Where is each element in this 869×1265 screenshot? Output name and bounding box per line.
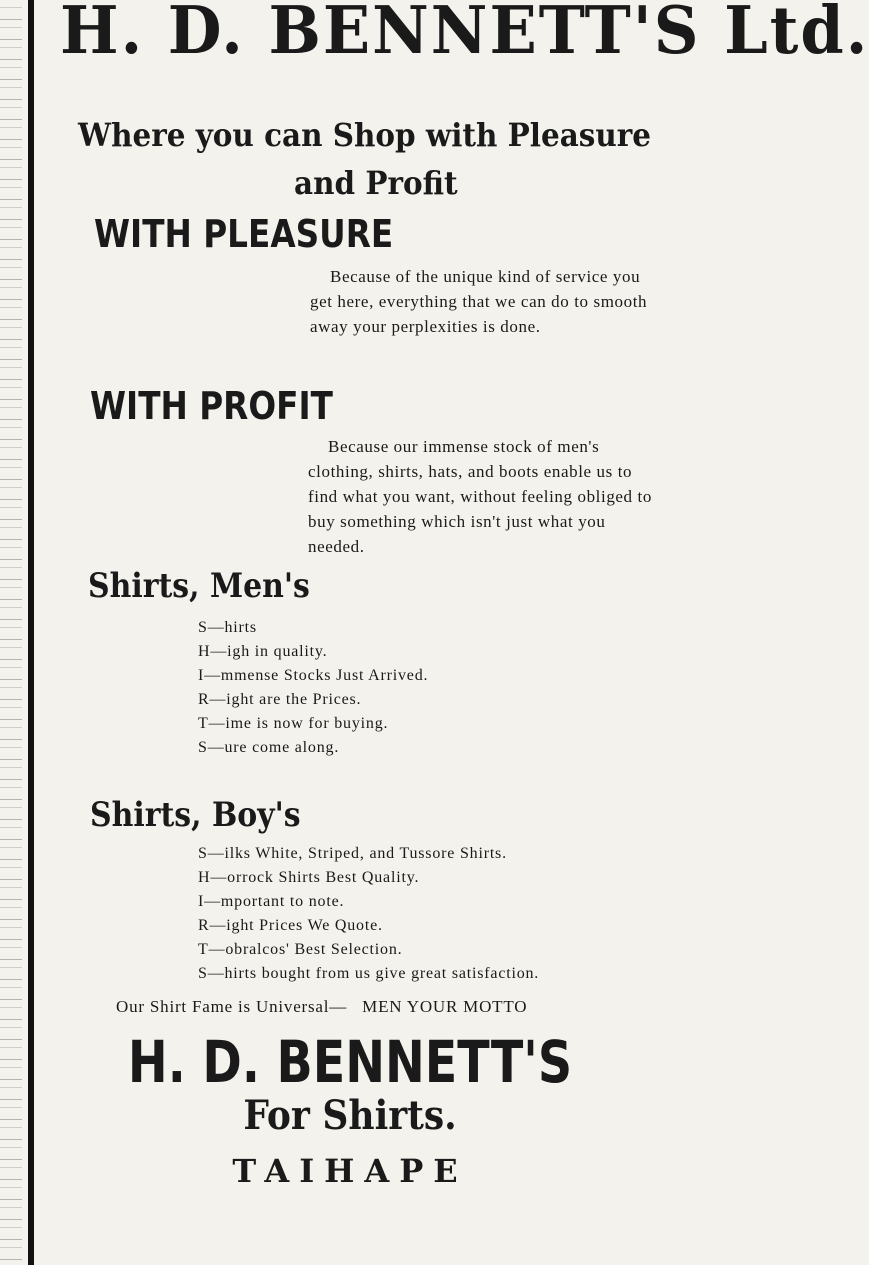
fame-text: Our Shirt Fame is Universal— [116, 997, 348, 1016]
list-item: T—ime is now for buying. [198, 715, 389, 732]
column-rule [28, 0, 34, 1265]
mens-acrostic-list [198, 616, 428, 760]
shirt-fame-line [116, 997, 527, 1017]
list-item: S—hirts bought from us give great satisfaction. [198, 965, 540, 982]
pleasure-heading: WITH PLEASURE [94, 212, 394, 256]
list-item: R—ight Prices We Quote. [198, 917, 383, 934]
profit-heading: WITH PROFIT [90, 384, 333, 428]
scan-noise-edge [0, 0, 22, 1265]
profit-body: Because our immense stock of men's clothing, shirts, hats, and boots enable us to find what you want, without feeling obliged to buy something which isn't just what you needed. [308, 437, 652, 556]
tagline-line-2: and Profit [294, 164, 458, 202]
store-name: H. D. BENNETT'S [127, 1028, 573, 1096]
town-name: TAIHAPE [232, 1152, 468, 1190]
list-item: I—mportant to note. [198, 893, 345, 910]
list-item: I—mmense Stocks Just Arrived. [198, 667, 429, 684]
pleasure-body: Because of the unique kind of service you get here, everything that we can do to smooth away your perplexities is done. [310, 267, 648, 336]
list-item: R—ight are the Prices. [198, 691, 362, 708]
list-item: S—ilks White, Striped, and Tussore Shirts. [198, 845, 507, 862]
masthead: H. D. BENNETT'S Ltd. [60, 0, 869, 69]
list-item: H—igh in quality. [198, 643, 328, 660]
mens-shirts-heading: Shirts, Men's [88, 566, 310, 606]
motto-text: MEN YOUR MOTTO [362, 997, 528, 1016]
tagline-line-1: Where you can Shop with Pleasure [78, 116, 652, 154]
list-item: H—orrock Shirts Best Quality. [198, 869, 420, 886]
list-item: S—ure come along. [198, 739, 340, 756]
list-item: S—hirts [198, 619, 257, 636]
boys-shirts-heading: Shirts, Boy's [90, 795, 301, 835]
boys-acrostic-list [198, 842, 539, 986]
list-item: T—obralcos' Best Selection. [198, 941, 403, 958]
for-shirts-line: For Shirts. [243, 1092, 457, 1139]
